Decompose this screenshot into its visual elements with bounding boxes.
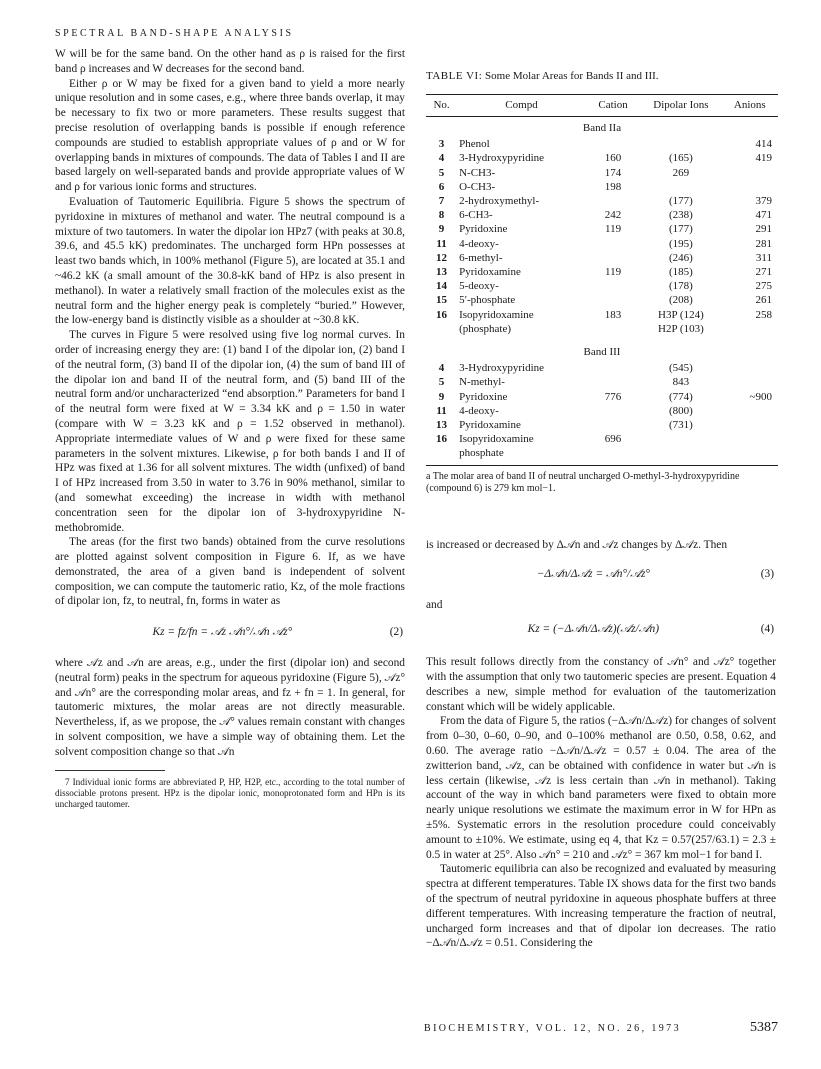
compound-name: 2-hydroxymethyl- bbox=[459, 195, 540, 208]
right-column bbox=[426, 538, 776, 951]
anion-value: 379 bbox=[755, 195, 772, 208]
band-iii-label: Band III bbox=[583, 346, 621, 359]
compound-number: 13 bbox=[436, 266, 448, 279]
compound-name: Pyridoxine bbox=[459, 390, 508, 403]
cation-value bbox=[586, 361, 640, 375]
dipolar-value bbox=[640, 446, 721, 460]
table-row bbox=[426, 137, 778, 151]
cation-value bbox=[586, 137, 640, 151]
dipolar-value: (731) bbox=[668, 419, 693, 432]
cation-value: 183 bbox=[604, 308, 622, 321]
page-number: 5387 bbox=[750, 1020, 778, 1035]
dipolar-value: (177) bbox=[668, 223, 693, 236]
dipolar-value: (165) bbox=[668, 152, 693, 165]
compound-number: 12 bbox=[436, 251, 448, 264]
compound-number: 11 bbox=[436, 237, 447, 250]
anion-value bbox=[722, 361, 778, 375]
table-row bbox=[426, 322, 778, 336]
compound-name: 4-deoxy- bbox=[459, 237, 499, 250]
equation-2 bbox=[55, 625, 405, 640]
dipolar-value: (800) bbox=[668, 404, 693, 417]
dipolar-value: (545) bbox=[668, 362, 693, 375]
dipolar-value: (238) bbox=[668, 209, 693, 222]
table-row bbox=[426, 222, 778, 236]
compound-number: 13 bbox=[436, 419, 448, 432]
cation-value bbox=[586, 322, 640, 336]
equation-3-body: −Δ𝒜n/Δ𝒜z = 𝒜n°/𝒜z° bbox=[536, 567, 650, 580]
paragraph: Tautomeric equilibria can also be recognized and evaluated by measuring spectra at different temperatures. Table IX shows data for the first two bands of the spectrum of neutral pyridoxine in aqueous phosphate buffers at three different temperatures. With increasing temperature the fraction of neutral, uncharged form increases and that of dipolar ion decreases. The ratio −Δ𝒜n/Δ𝒜z = 0.51. Considering the bbox=[426, 863, 776, 950]
band-ii-label: Band IIa bbox=[582, 122, 622, 134]
cation-value bbox=[586, 194, 640, 208]
dipolar-value: (178) bbox=[668, 280, 693, 293]
column-header: Anions bbox=[722, 95, 778, 117]
table-row bbox=[426, 151, 778, 165]
table-row bbox=[426, 361, 778, 375]
anion-value bbox=[722, 180, 778, 194]
paragraph: Evaluation of Tautomeric Equilibria. Figure 5 shows the spectrum of pyridoxine in mixtures of methanol and water. The neutral compound is a mixture of two tautomers. In water the dipolar ion HPz7 (with peaks at 30.8, 39.6, and 45.5 kK) predominates. The uncharged form HPn possesses at least two bands which, in 100% methanol (Figure 5), are located at 35.1 and ~46.2 kK (a small amount of the 30.8-kK band of HPz is also present in methanol). In water a relatively small fraction of the molecules exist as the neutral form and the higher energy peak is completely “buried.” However, the low-energy band is distinctly visible as a shoulder at ~30.8 kK. bbox=[55, 195, 405, 327]
column-header: Dipolar Ions bbox=[640, 95, 721, 117]
equation-3-number: (3) bbox=[760, 567, 774, 580]
equation-4 bbox=[426, 622, 776, 637]
column-header: Compd bbox=[457, 95, 586, 117]
paragraph: is increased or decreased by Δ𝒜n and 𝒜z changes by Δ𝒜z. Then bbox=[426, 539, 728, 551]
compound-name: Phenol bbox=[459, 138, 490, 151]
compound-name: O-CH3- bbox=[459, 180, 496, 193]
paragraph: where 𝒜z and 𝒜n are areas, e.g., under the first (dipolar ion) and second (neutral form) peaks in the spectrum for aqueous pyridoxine (Figure 5), 𝒜z° and 𝒜n° are the corresponding molar areas, and fz + fn = 1. In general, for tautomeric mixtures, the molar areas are not directly measurable. Nevertheless, if, as we propose, the 𝒜° values remain constant with changes in solvent composition, we have a simple way of obtaining them. Let the solvent composition change so that 𝒜n bbox=[55, 657, 405, 758]
compound-number: 9 bbox=[438, 223, 445, 236]
anion-value bbox=[722, 432, 778, 446]
cation-value bbox=[586, 375, 640, 389]
paragraph: The curves in Figure 5 were resolved using five log normal curves. In order of increasing energy they are: (1) band I of the dipolar ion, (2) band I of the neutral form, (3) band II of the dipolar ion, (4) the sum of band III of the dipolar ion and band II of the neutral form, and (5) band III of the neutral form and/or uncharacterized “end absorption.” Parameters for band I of the neutral form were fixed at W = 3.34 kK and ρ = 1.50 in water (compare with W = 3.23 kK and ρ = 1.52 observed in methanol). Appropriate intermediate values of W and ρ were fixed for these same parameters in the solvent mixtures. Likewise, ρ for both bands I and II of HPz was fixed at 1.36 for all solvent mixtures. The width (unfixed) of band I of HPz increased from 3.50 in water to 3.76 in 90% methanol, similar to (and somewhat exceeding) the increase in width with methanol concentration seen for the dipolar ion of 3-hydroxypyridine N-methobromide. bbox=[55, 329, 405, 534]
dipolar-value: (774) bbox=[668, 390, 693, 403]
paragraph: The areas (for the first two bands) obtained from the curve resolutions are plotted against solvent composition in Figure 6. If, as we have demonstrated, the area of a given band is independent of solvent composition, we can compute the tautomeric ratio, Kz, of the mole fractions of dipolar ion, fz, to neutral, fn, forms in water as bbox=[55, 536, 405, 608]
equation-2-body: Kz = fz/fn = 𝒜z 𝒜n°/𝒜n 𝒜z° bbox=[152, 626, 293, 639]
cation-value bbox=[586, 237, 640, 251]
cation-value: 198 bbox=[604, 180, 622, 193]
compound-number: 9 bbox=[438, 390, 445, 403]
table-row bbox=[426, 418, 778, 432]
page-footer bbox=[424, 1020, 778, 1036]
table-row bbox=[426, 251, 778, 265]
anion-value: 275 bbox=[755, 280, 772, 293]
paragraph: W will be for the same band. On the other hand as ρ is raised for the first band ρ increases and W decreases for the second band. bbox=[55, 48, 405, 75]
left-column bbox=[55, 47, 405, 811]
cation-value bbox=[586, 279, 640, 293]
anion-value: 281 bbox=[755, 237, 772, 250]
cation-value: 242 bbox=[604, 209, 622, 222]
compound-name: 5-deoxy- bbox=[459, 280, 499, 293]
dipolar-value: (185) bbox=[668, 266, 693, 279]
anion-value: 414 bbox=[755, 138, 772, 151]
cation-value bbox=[586, 293, 640, 307]
cation-value: 119 bbox=[604, 223, 622, 236]
compound-number: 4 bbox=[438, 152, 445, 165]
dipolar-value: 269 bbox=[672, 166, 690, 179]
dipolar-value: H2P (103) bbox=[658, 322, 704, 335]
equation-2-number: (2) bbox=[389, 626, 403, 639]
anion-value bbox=[722, 322, 778, 336]
table-row bbox=[426, 279, 778, 293]
compound-name: Isopyridoxamine bbox=[459, 433, 534, 446]
table-row bbox=[426, 180, 778, 194]
cation-value: 160 bbox=[604, 152, 622, 165]
anion-value: 258 bbox=[755, 308, 772, 321]
footnote: 7 Individual ionic forms are abbreviated P, HP, H2P, etc., according to the total number of dissociable protons present. HPz is the dipolar ionic, monoprotonated form and HPn is its uncharged tautomer. bbox=[55, 776, 405, 810]
table-row bbox=[426, 237, 778, 251]
compound-number bbox=[426, 446, 457, 460]
compound-number bbox=[426, 322, 457, 336]
compound-name: Isopyridoxamine bbox=[459, 308, 534, 321]
paragraph: This result follows directly from the constancy of 𝒜n° and 𝒜z° together with the assumption that only two tautomeric species are present. Equation 4 describes a new, simple method for evaluation of the tautomerization constant which will be widely applicable. bbox=[426, 656, 776, 713]
equation-3 bbox=[426, 567, 776, 582]
table-row bbox=[426, 446, 778, 460]
anion-value: 291 bbox=[755, 223, 772, 236]
table-row bbox=[426, 432, 778, 446]
compound-name: Pyridoxine bbox=[459, 223, 508, 236]
dipolar-value bbox=[640, 180, 721, 194]
anion-value bbox=[722, 404, 778, 418]
anion-value: 419 bbox=[755, 152, 772, 165]
compound-number: 6 bbox=[438, 180, 445, 193]
anion-value bbox=[722, 418, 778, 432]
compound-name: Pyridoxamine bbox=[459, 419, 521, 432]
compound-name: (phosphate) bbox=[459, 322, 512, 335]
compound-name: phosphate bbox=[459, 447, 504, 460]
equation-4-body: Kz = (−Δ𝒜n/Δ𝒜z)(𝒜z/𝒜n) bbox=[527, 623, 660, 636]
anion-value bbox=[722, 375, 778, 389]
dipolar-value bbox=[640, 432, 721, 446]
dipolar-value: (177) bbox=[668, 195, 693, 208]
column-header: No. bbox=[426, 95, 457, 117]
compound-name: N-methyl- bbox=[459, 376, 505, 389]
cation-value: 174 bbox=[604, 166, 622, 179]
paragraph: Either ρ or W may be fixed for a given band to yield a more nearly unique resolution and in some cases, e.g., where three bands overlap, it may be necessary to fix two or more parameters. These results suggest that precise resolution of overlapping bands is possible if enough reference compounds are studied to establish appropriate values of ρ and or W for overlapping bands in mixtures of compounds. The data of Tables I and II are based largely on well-separated bands and provide appropriate values of W and ρ for various ionic forms and structures. bbox=[55, 77, 405, 194]
cation-value: 119 bbox=[604, 266, 622, 279]
table-row bbox=[426, 208, 778, 222]
dipolar-value: (208) bbox=[668, 294, 693, 307]
table-row bbox=[426, 166, 778, 180]
table-row bbox=[426, 375, 778, 389]
table-caption-text: Some Molar Areas for Bands II and III. bbox=[485, 70, 659, 82]
cation-value: 776 bbox=[604, 390, 622, 403]
footnote-divider bbox=[55, 770, 165, 771]
cation-value bbox=[586, 251, 640, 265]
compound-number: 8 bbox=[438, 209, 445, 222]
compound-number: 7 bbox=[438, 195, 445, 208]
journal-citation: BIOCHEMISTRY, VOL. 12, NO. 26, 1973 bbox=[424, 1023, 681, 1034]
table-row bbox=[426, 194, 778, 208]
compound-number: 16 bbox=[436, 433, 448, 446]
and-word: and bbox=[426, 598, 443, 611]
compound-number: 4 bbox=[438, 362, 445, 375]
compound-number: 3 bbox=[438, 138, 445, 151]
dipolar-value: 843 bbox=[672, 376, 690, 389]
compound-number: 5 bbox=[438, 376, 445, 389]
compound-number: 11 bbox=[436, 404, 447, 417]
table-row bbox=[426, 293, 778, 307]
cation-value: 696 bbox=[604, 433, 622, 446]
table-row bbox=[426, 404, 778, 418]
anion-value: 311 bbox=[755, 251, 772, 264]
compound-number: 16 bbox=[436, 308, 448, 321]
dipolar-value: H3P (124) bbox=[658, 308, 704, 321]
table-row bbox=[426, 265, 778, 279]
compound-number: 14 bbox=[436, 280, 448, 293]
compound-name: 3-Hydroxypyridine bbox=[459, 152, 545, 165]
anion-value bbox=[722, 166, 778, 180]
paragraph: From the data of Figure 5, the ratios (−Δ𝒜n/Δ𝒜z) for changes of solvent from 0–30, 0–60, 0–90, and 0–100% methanol are 0.50, 0.58, 0.62, and 0.60. The average ratio −Δ𝒜n/Δ𝒜z = 0.57 ± 0.04. The area of the zwitterion band, 𝒜z, can be obtained with confidence in water but 𝒜n is less certain (likewise, 𝒜z is less certain than 𝒜n in methanol). Taking account of the way in which band parameters were fixed to obtain more nearly unique resolutions we estimate the maximum error in W for HPn as ±5%. Systematic errors in the resolution procedure could conceivably amount to ±10%. We estimate, using eq 4, that Kz = 0.57(257/63.1) = 2.3 ± 0.5 in water at 25°. Also 𝒜n° = 210 and 𝒜z° = 367 km mol−1 for band I. bbox=[426, 715, 776, 861]
anion-value: 271 bbox=[755, 266, 772, 279]
molar-areas-table bbox=[426, 94, 778, 461]
table-row bbox=[426, 308, 778, 322]
compound-name: 6-CH3- bbox=[459, 209, 493, 222]
compound-name: N-CH3- bbox=[459, 166, 496, 179]
anion-value: 261 bbox=[755, 294, 772, 307]
table-vi bbox=[426, 70, 778, 496]
compound-number: 5 bbox=[438, 166, 445, 179]
table-row bbox=[426, 390, 778, 404]
equation-4-number: (4) bbox=[760, 623, 774, 636]
anion-value bbox=[722, 446, 778, 460]
cation-value bbox=[586, 404, 640, 418]
anion-value: ~900 bbox=[749, 390, 772, 403]
compound-name: Pyridoxamine bbox=[459, 266, 521, 279]
compound-name: 4-deoxy- bbox=[459, 404, 499, 417]
table-caption bbox=[426, 70, 778, 82]
cation-value bbox=[586, 446, 640, 460]
running-head: SPECTRAL BAND-SHAPE ANALYSIS bbox=[55, 28, 294, 39]
table-footnote: a The molar area of band II of neutral uncharged O-methyl-3-hydroxypyridine (compound 6) is 279 km mol−1. bbox=[426, 465, 778, 496]
table-caption-label: TABLE VI: bbox=[426, 70, 483, 82]
column-header: Cation bbox=[586, 95, 640, 117]
anion-value: 471 bbox=[755, 209, 772, 222]
dipolar-value: (195) bbox=[668, 237, 693, 250]
compound-name: 3-Hydroxypyridine bbox=[459, 362, 545, 375]
compound-name: 5′-phosphate bbox=[459, 294, 516, 307]
cation-value bbox=[586, 418, 640, 432]
dipolar-value bbox=[640, 137, 721, 151]
compound-number: 15 bbox=[436, 294, 448, 307]
compound-name: 6-methyl- bbox=[459, 251, 503, 264]
dipolar-value: (246) bbox=[668, 251, 693, 264]
